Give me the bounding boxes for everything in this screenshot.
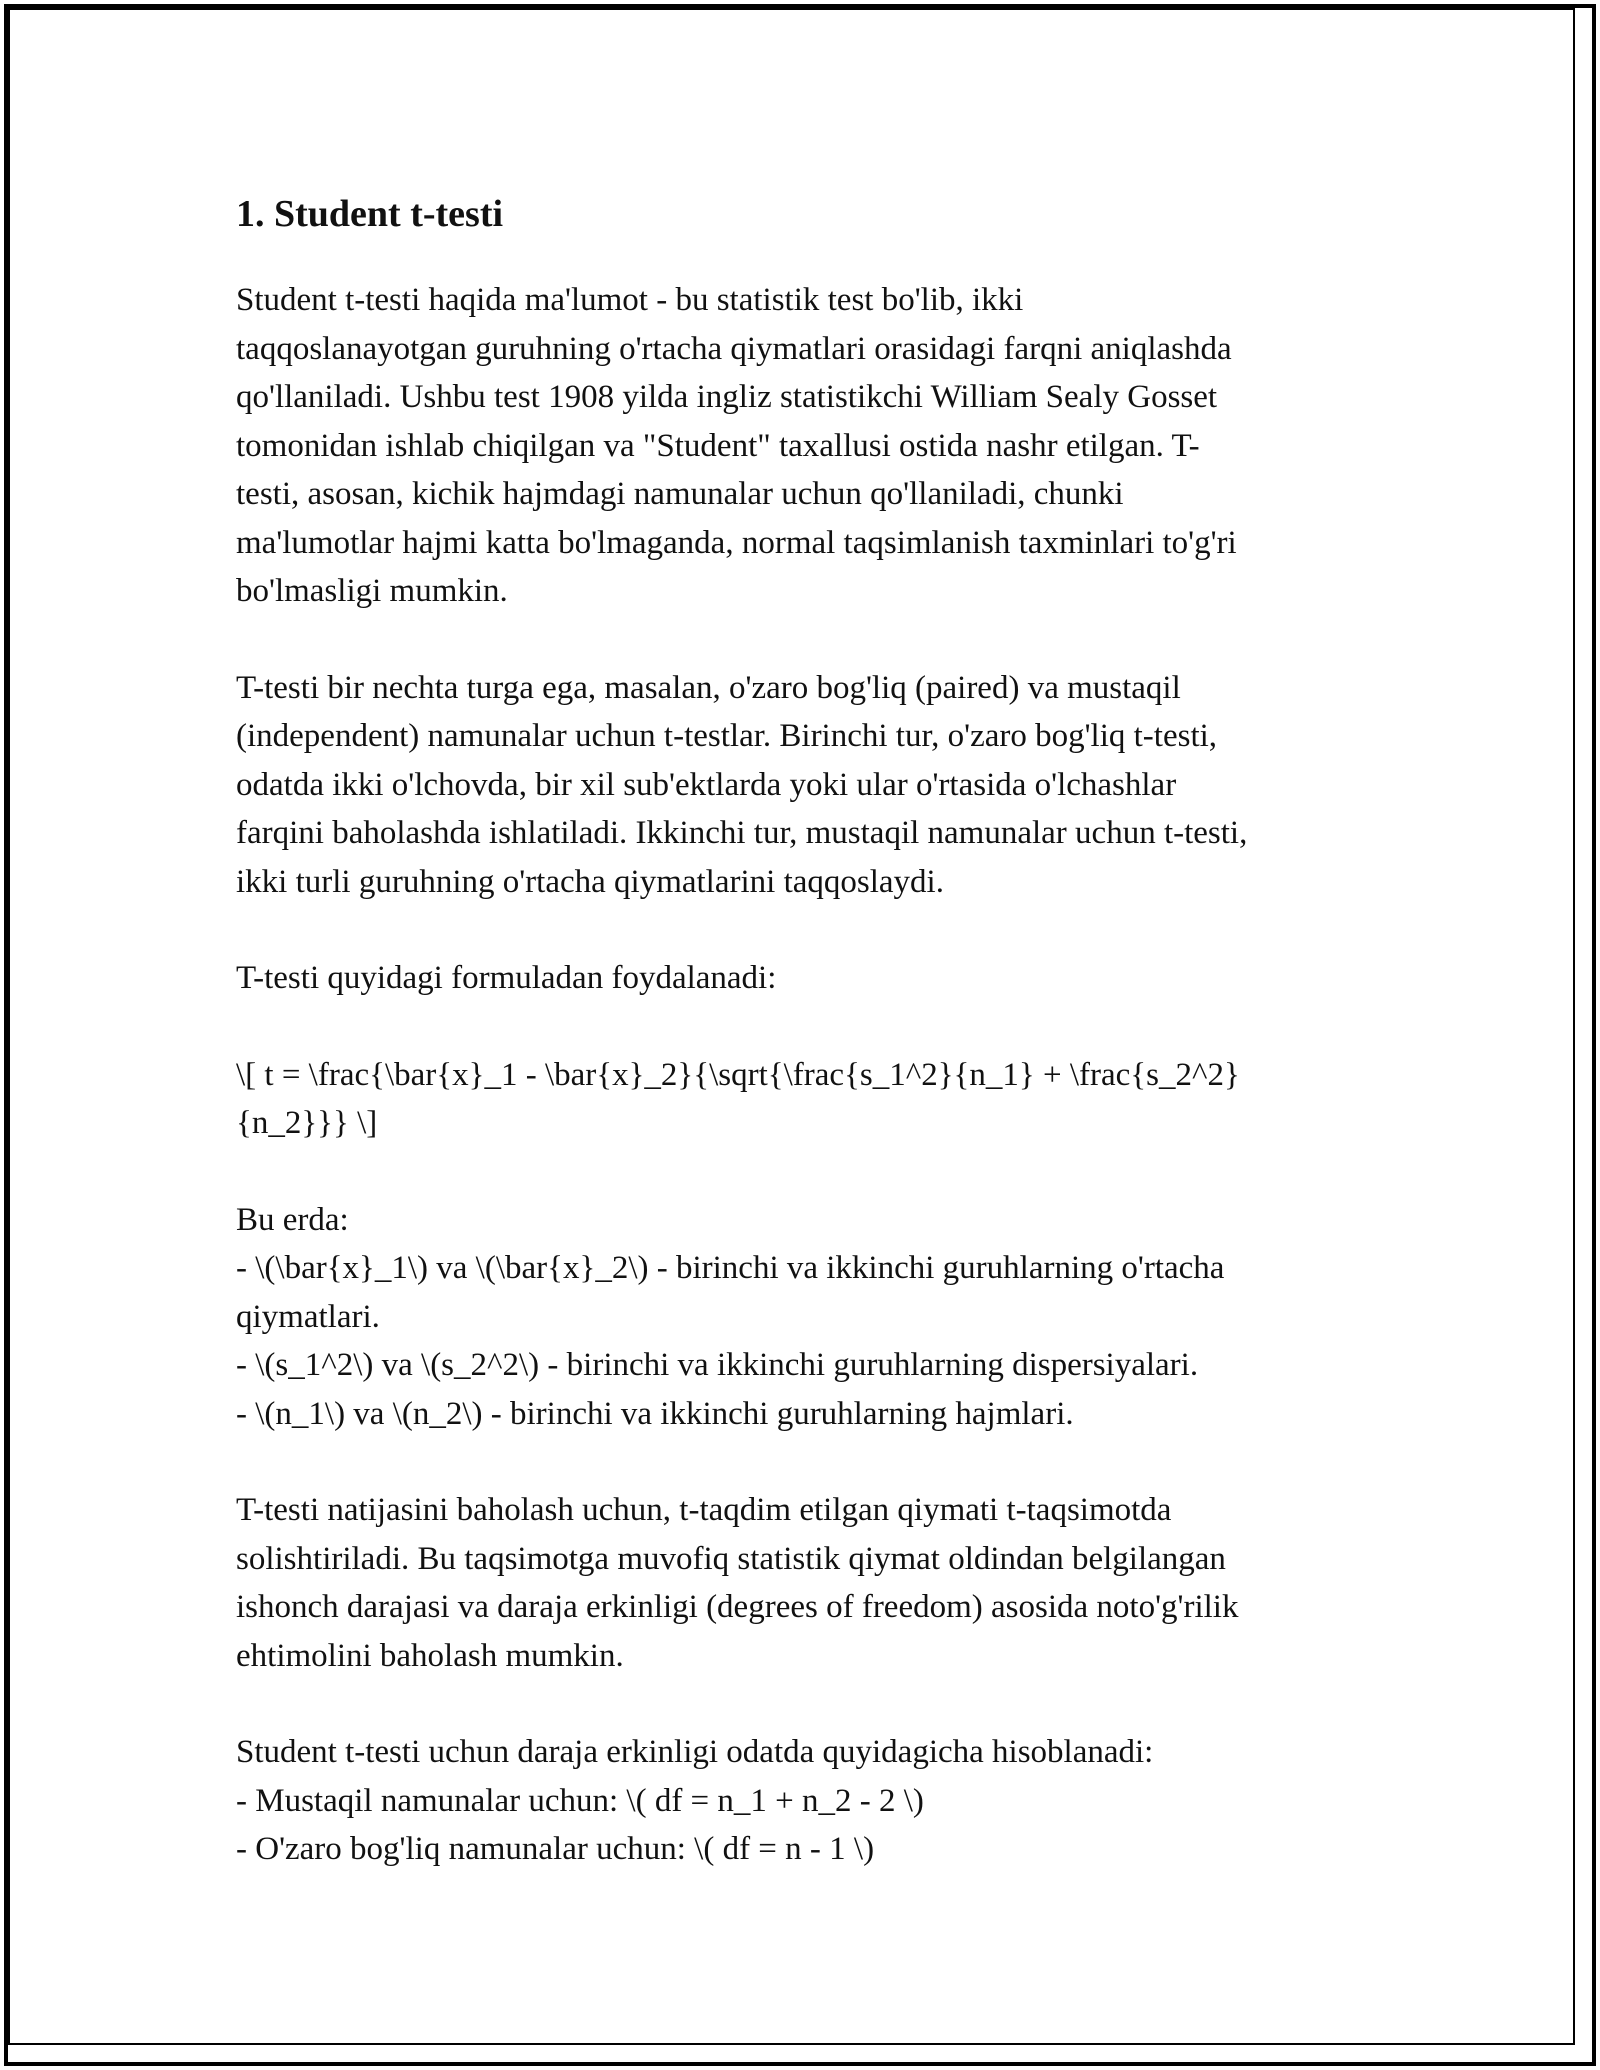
- text-line: Student t-testi uchun daraja erkinligi odatda quyidagicha hisoblanadi:: [236, 1734, 1154, 1770]
- evaluation-paragraph: [236, 1486, 1366, 1680]
- text-line: - \(n_1\) va \(n_2\) - birinchi va ikkinchi guruhlarning hajmlari.: [236, 1395, 1074, 1432]
- text-line: tomonidan ishlab chiqilgan va "Student" taxallusi ostida nashr etilgan. T-: [236, 427, 1200, 464]
- text-line: T-testi natijasini baholash uchun, t-taqdim etilgan qiymati t-taqsimotda: [236, 1492, 1172, 1528]
- text-line: - Mustaqil namunalar uchun: \( df = n_1 + n_2 - 2 \): [236, 1782, 924, 1819]
- text-line: \[ t = \frac{\bar{x}_1 - \bar{x}_2}{\sqrt{\frac{s_1^2}{n_1} + \frac{s_2^2}: [236, 1056, 1240, 1093]
- text-line: - O'zaro bog'liq namunalar uchun: \( df = n - 1 \): [236, 1831, 875, 1867]
- text-line: T-testi bir nechta turga ega, masalan, o'zaro bog'liq (paired) va mustaqil: [236, 669, 1181, 706]
- formula-intro-paragraph: [236, 954, 1366, 1003]
- text-line: taqqoslanayotgan guruhning o'rtacha qiymatlari orasidagi farqni aniqlashda: [236, 330, 1232, 367]
- text-line: ehtimolini baholash mumkin.: [236, 1637, 624, 1674]
- text-line: ma'lumotlar hajmi katta bo'lmaganda, normal taqsimlanish taxminlari to'g'ri: [236, 524, 1237, 561]
- text-line: (independent) namunalar uchun t-testlar. Birinchi tur, o'zaro bog'liq t-testi,: [236, 718, 1218, 754]
- text-line: ishonch darajasi va daraja erkinligi (degrees of freedom) asosida noto'g'rilik: [236, 1589, 1239, 1625]
- text-line: T-testi quyidagi formuladan foydalanadi:: [236, 960, 777, 996]
- text-line: odatda ikki o'lchovda, bir xil sub'ektlarda yoki ular o'rtasida o'lchashlar: [236, 766, 1177, 803]
- document-page: [236, 186, 1366, 1922]
- text-line: Bu erda:: [236, 1201, 349, 1238]
- text-line: qiymatlari.: [236, 1298, 380, 1335]
- text-line: bo'lmasligi mumkin.: [236, 573, 508, 609]
- text-line: farqini baholashda ishlatiladi. Ikkinchi tur, mustaqil namunalar uchun t-testi,: [236, 815, 1248, 851]
- text-line: {n_2}}} \]: [236, 1105, 378, 1141]
- text-line: - \(s_1^2\) va \(s_2^2\) - birinchi va ikkinchi guruhlarning dispersiyalari.: [236, 1347, 1199, 1383]
- formula-paragraph: [236, 1051, 1366, 1148]
- intro-paragraph: [236, 276, 1366, 616]
- text-line: - \(\bar{x}_1\) va \(\bar{x}_2\) - birinchi va ikkinchi guruhlarning o'rtacha: [236, 1250, 1225, 1286]
- types-paragraph: [236, 664, 1366, 907]
- text-line: solishtiriladi. Bu taqsimotga muvofiq statistik qiymat oldindan belgilangan: [236, 1540, 1226, 1577]
- text-line: testi, asosan, kichik hajmdagi namunalar uchun qo'llaniladi, chunki: [236, 476, 1124, 512]
- variables-paragraph: [236, 1196, 1366, 1439]
- text-line: ikki turli guruhning o'rtacha qiymatlarini taqqoslaydi.: [236, 863, 944, 900]
- degrees-of-freedom-paragraph: [236, 1728, 1366, 1874]
- section-heading: 1. Student t-testi: [236, 193, 504, 235]
- text-line: qo'llaniladi. Ushbu test 1908 yilda ingliz statistikchi William Sealy Gosset: [236, 379, 1218, 415]
- document-body: [236, 276, 1366, 1874]
- text-line: Student t-testi haqida ma'lumot - bu statistik test bo'lib, ikki: [236, 282, 1024, 318]
